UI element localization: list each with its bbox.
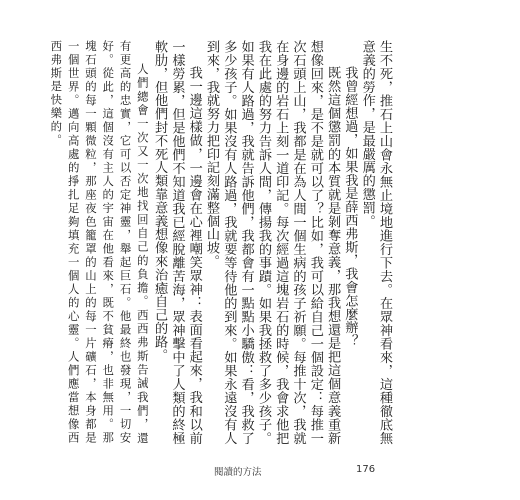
paragraph: 我曾經想過，如果我是薛西弗斯，我會怎麼辦？ [342, 66, 358, 348]
paragraph: 既然這個懲罰的本質就是剝奪意義，那我想還是把這個意義重新想像回來，是不是就可以了？比如，我可以給自己一個設定：每推一次石頭上山，我都是在為人間一個生病的孩子祈願。每推十次，我就在身邊的岩石上刻一道印記。每次經過這塊岩石的時候，我會求他把我在此處的努力告訴人間，傳揚我的事蹟。如果我拯救了多少孩子。如果有人路過，我就告訴他們，我都會有一點點小驕傲：看，我救了多少孩子。如果沒有人路過，我就要等待他的到來。如果永遠沒有人到來，我就努力把印記刻滿整個山坡。 [204, 40, 341, 445]
paragraph: 我一邊這樣做，一邊會在心裡嘲笑眾神：表面看起來，我和以前一樣勞累，但是他們不知道我已經脫離苦海，眾神擊中了人類的終極軟肋，但他們封不死人類靠意義想像來治癒自己的路。 [152, 40, 202, 445]
vertical-text-block [47, 40, 393, 445]
paragraph: 人們總會一次又一次地找回自己的負擔。西西弗斯告誡我們，還有更高的忠實，它可以否定神靈，舉起巨石。他最終也發現，一切安好。從此，這個沒有主人的宇宙在他看來，既不貧瘠，也非無用。那塊石頭的每一顆微粒，那座夜色籠罩的山上的每一片礦石，本身都是一個世界。邁向高處的掙扎足夠填充一個人的心靈。人們應當想像西西弗斯是快樂的。 [49, 40, 150, 445]
paragraph: 生不死，推石上山會永無止境地進行下去。在眾神看來，這種徹底無意義的勞作，是最嚴厲的懲罰。 [359, 40, 392, 445]
running-title: 閱讀的方法 [214, 467, 262, 478]
page-footer [0, 464, 520, 484]
page-number: 176 [356, 464, 376, 475]
